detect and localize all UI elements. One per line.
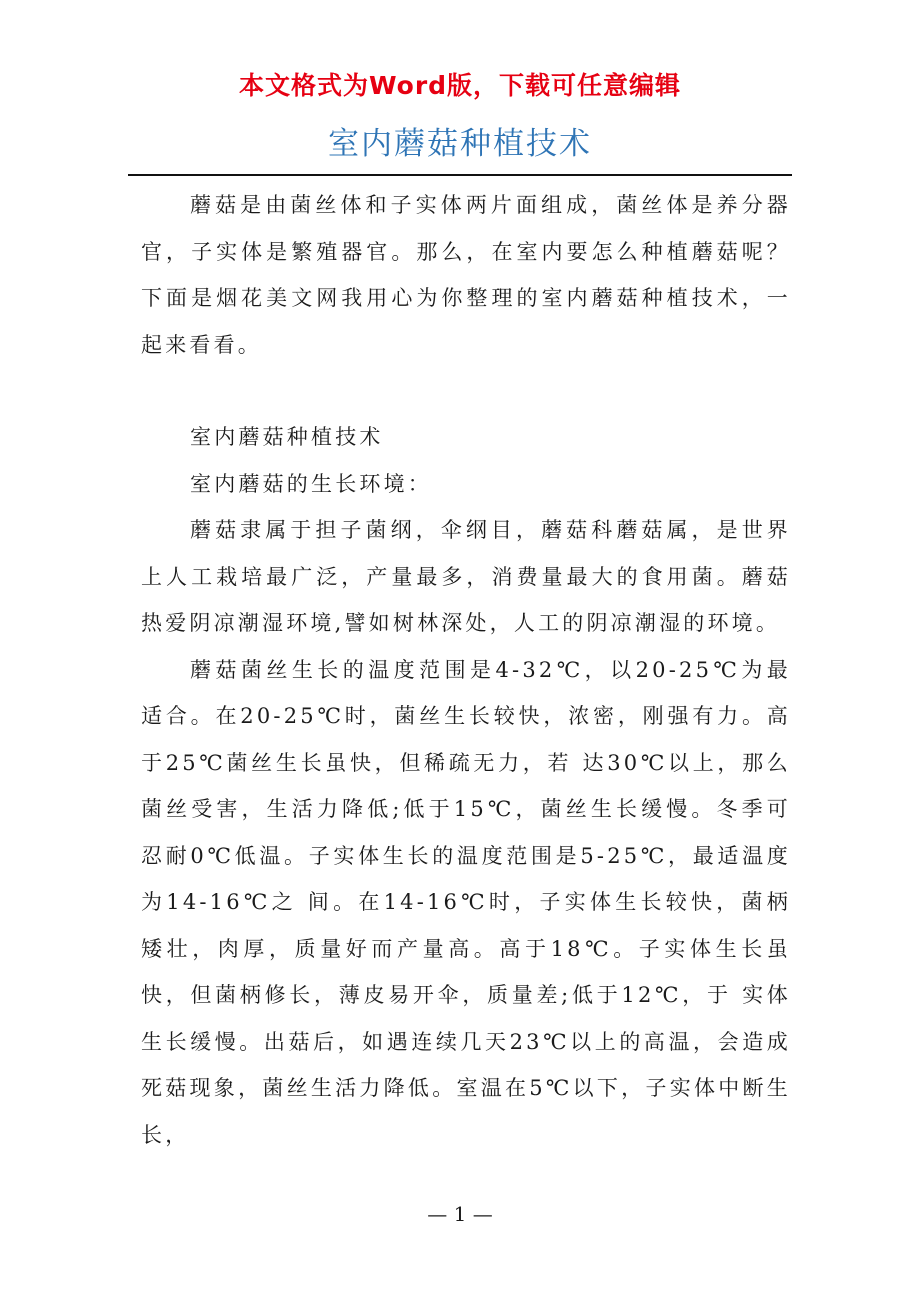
- section-heading: 室内蘑菇种植技术: [190, 425, 384, 449]
- classification-paragraph: 蘑菇隶属于担子菌纲，伞纲目，蘑菇科蘑菇属，是世界上人工栽培最广泛，产量最多，消费量最大的食用菌。蘑菇热爱阴凉潮湿环境,譬如树林深处，人工的阴凉潮湿的环境。: [141, 518, 791, 635]
- header-divider: [128, 174, 792, 176]
- temperature-paragraph: 蘑菇菌丝生长的温度范围是4-32℃，以20-25℃为最适合。在20-25℃时，菌丝生长较快，浓密，刚强有力。高于25℃菌丝生长虽快，但稀疏无力，若 达30℃以上，那么菌丝受害，生活力降低;低于15℃，菌丝生长缓慢。冬季可忍耐0℃低温。子实体生长的温度范围是5-25℃，最适温度为14-16℃之 间。在14-16℃时，子实体生长较快，菌柄矮壮，肉厚，质量好而产量高。高于18℃。子实体生长虽快，但菌柄修长，薄皮易开伞，质量差;低于12℃，于 实体生长缓慢。出菇后，如遇连续几天23℃以上的高温，会造成死菇现象，菌丝生活力降低。室温在5℃以下，子实体中断生长，: [141, 657, 791, 1147]
- format-notice-banner: 本文格式为Word版，下载可任意编辑: [238, 71, 682, 100]
- document-body: [141, 182, 791, 1158]
- blank-line: [141, 368, 791, 414]
- subsection-heading: 室内蘑菇的生长环境：: [190, 471, 432, 496]
- page-number: — 1 —: [427, 1202, 493, 1226]
- document-title: 室内蘑菇种植技术: [328, 126, 592, 162]
- intro-paragraph: 蘑菇是由菌丝体和子实体两片面组成，菌丝体是养分器官，子实体是繁殖器官。那么，在室内要怎么种植蘑菇呢？下面是烟花美文网我用心为你整理的室内蘑菇种植技术，一起来看看。: [141, 193, 791, 357]
